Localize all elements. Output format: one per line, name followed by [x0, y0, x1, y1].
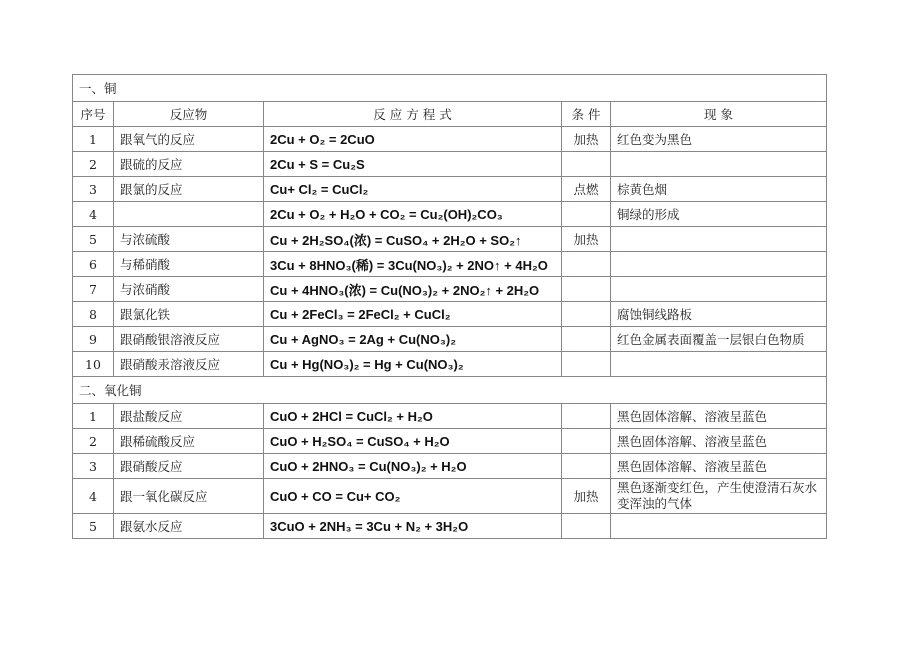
cell-equation: Cu + AgNO₃ = 2Ag + Cu(NO₃)₂: [264, 327, 562, 352]
header-equation: 反 应 方 程 式: [264, 102, 562, 127]
cell-equation: 2Cu + O₂ + H₂O + CO₂ = Cu₂(OH)₂CO₃: [264, 202, 562, 227]
cell-phenomenon: [611, 152, 827, 177]
cell-row-number: 9: [73, 327, 114, 352]
cell-condition: [562, 302, 611, 327]
table-row: [73, 277, 827, 302]
cell-condition: [562, 429, 611, 454]
cell-equation: CuO + H₂SO₄ = CuSO₄ + H₂O: [264, 429, 562, 454]
cell-equation: CuO + CO = Cu+ CO₂: [264, 479, 562, 514]
cell-phenomenon: 红色变为黑色: [611, 127, 827, 152]
cell-equation: CuO + 2HCl = CuCl₂ + H₂O: [264, 404, 562, 429]
cell-condition: 加热: [562, 227, 611, 252]
cell-condition: [562, 352, 611, 377]
cell-phenomenon: 黑色固体溶解、溶液呈蓝色: [611, 454, 827, 479]
cell-row-number: 8: [73, 302, 114, 327]
cell-reactant: [114, 202, 264, 227]
cell-condition: 加热: [562, 479, 611, 514]
cell-row-number: 3: [73, 454, 114, 479]
cell-equation: Cu + 2H₂SO₄(浓) = CuSO₄ + 2H₂O + SO₂↑: [264, 227, 562, 252]
cell-row-number: 3: [73, 177, 114, 202]
cell-row-number: 5: [73, 227, 114, 252]
cell-reactant: 跟氯化铁: [114, 302, 264, 327]
cell-row-number: 2: [73, 152, 114, 177]
table-row: [73, 429, 827, 454]
cell-reactant: 跟氯的反应: [114, 177, 264, 202]
cell-row-number: 2: [73, 429, 114, 454]
cell-condition: [562, 327, 611, 352]
header-phenomenon: 现 象: [611, 102, 827, 127]
table-row: [73, 404, 827, 429]
cell-phenomenon: 黑色固体溶解、溶液呈蓝色: [611, 404, 827, 429]
cell-row-number: 5: [73, 514, 114, 539]
cell-condition: [562, 277, 611, 302]
cell-equation: 2Cu + S = Cu₂S: [264, 152, 562, 177]
cell-phenomenon: [611, 252, 827, 277]
section-heading-row: [73, 75, 827, 102]
cell-row-number: 10: [73, 352, 114, 377]
cell-reactant: 跟硝酸汞溶液反应: [114, 352, 264, 377]
cell-reactant: 跟硝酸银溶液反应: [114, 327, 264, 352]
table-row: [73, 127, 827, 152]
cell-reactant: 与稀硝酸: [114, 252, 264, 277]
cell-equation: Cu + 2FeCl₃ = 2FeCl₂ + CuCl₂: [264, 302, 562, 327]
table-row: [73, 252, 827, 277]
cell-reactant: 跟硫的反应: [114, 152, 264, 177]
cell-reactant: 跟氧气的反应: [114, 127, 264, 152]
cell-phenomenon: 红色金属表面覆盖一层银白色物质: [611, 327, 827, 352]
cell-condition: [562, 454, 611, 479]
cell-phenomenon: 腐蚀铜线路板: [611, 302, 827, 327]
cell-equation: Cu+ Cl₂ = CuCl₂: [264, 177, 562, 202]
section-heading-row: [73, 377, 827, 404]
header-row: [73, 102, 827, 127]
cell-reactant: 跟一氧化碳反应: [114, 479, 264, 514]
cell-equation: Cu + Hg(NO₃)₂ = Hg + Cu(NO₃)₂: [264, 352, 562, 377]
header-reactant: 反应物: [114, 102, 264, 127]
cell-row-number: 4: [73, 479, 114, 514]
cell-reactant: 跟氨水反应: [114, 514, 264, 539]
cell-row-number: 7: [73, 277, 114, 302]
cell-condition: [562, 404, 611, 429]
cell-reactant: 跟稀硫酸反应: [114, 429, 264, 454]
cell-condition: [562, 252, 611, 277]
cell-condition: 加热: [562, 127, 611, 152]
table-row: [73, 302, 827, 327]
cell-phenomenon: [611, 352, 827, 377]
table-row: [73, 327, 827, 352]
cell-row-number: 4: [73, 202, 114, 227]
cell-reactant: 与浓硫酸: [114, 227, 264, 252]
cell-equation: CuO + 2HNO₃ = Cu(NO₃)₂ + H₂O: [264, 454, 562, 479]
cell-condition: [562, 152, 611, 177]
table-row: [73, 152, 827, 177]
cell-equation: Cu + 4HNO₃(浓) = Cu(NO₃)₂ + 2NO₂↑ + 2H₂O: [264, 277, 562, 302]
cell-row-number: 1: [73, 404, 114, 429]
cell-phenomenon: 黑色逐渐变红色，产生使澄清石灰水变浑浊的气体: [611, 479, 827, 514]
table-row: [73, 479, 827, 514]
cell-phenomenon: [611, 227, 827, 252]
cell-phenomenon: [611, 277, 827, 302]
table-row: [73, 514, 827, 539]
table-row: [73, 454, 827, 479]
header-condition: 条 件: [562, 102, 611, 127]
section-title: 一、铜: [73, 75, 827, 102]
cell-row-number: 1: [73, 127, 114, 152]
table-row: [73, 202, 827, 227]
table-row: [73, 227, 827, 252]
cell-equation: 3Cu + 8HNO₃(稀) = 3Cu(NO₃)₂ + 2NO↑ + 4H₂O: [264, 252, 562, 277]
cell-equation: 2Cu + O₂ = 2CuO: [264, 127, 562, 152]
cell-reactant: 跟盐酸反应: [114, 404, 264, 429]
cell-condition: [562, 514, 611, 539]
reactions-table: [72, 74, 827, 539]
table-row: [73, 352, 827, 377]
cell-phenomenon: 铜绿的形成: [611, 202, 827, 227]
cell-reactant: 与浓硝酸: [114, 277, 264, 302]
cell-phenomenon: 棕黄色烟: [611, 177, 827, 202]
cell-reactant: 跟硝酸反应: [114, 454, 264, 479]
table-row: [73, 177, 827, 202]
cell-condition: [562, 202, 611, 227]
cell-condition: 点燃: [562, 177, 611, 202]
cell-phenomenon: [611, 514, 827, 539]
cell-equation: 3CuO + 2NH₃ = 3Cu + N₂ + 3H₂O: [264, 514, 562, 539]
header-row-number: 序号: [73, 102, 114, 127]
cell-phenomenon: 黑色固体溶解、溶液呈蓝色: [611, 429, 827, 454]
cell-row-number: 6: [73, 252, 114, 277]
section-title: 二、氧化铜: [73, 377, 827, 404]
